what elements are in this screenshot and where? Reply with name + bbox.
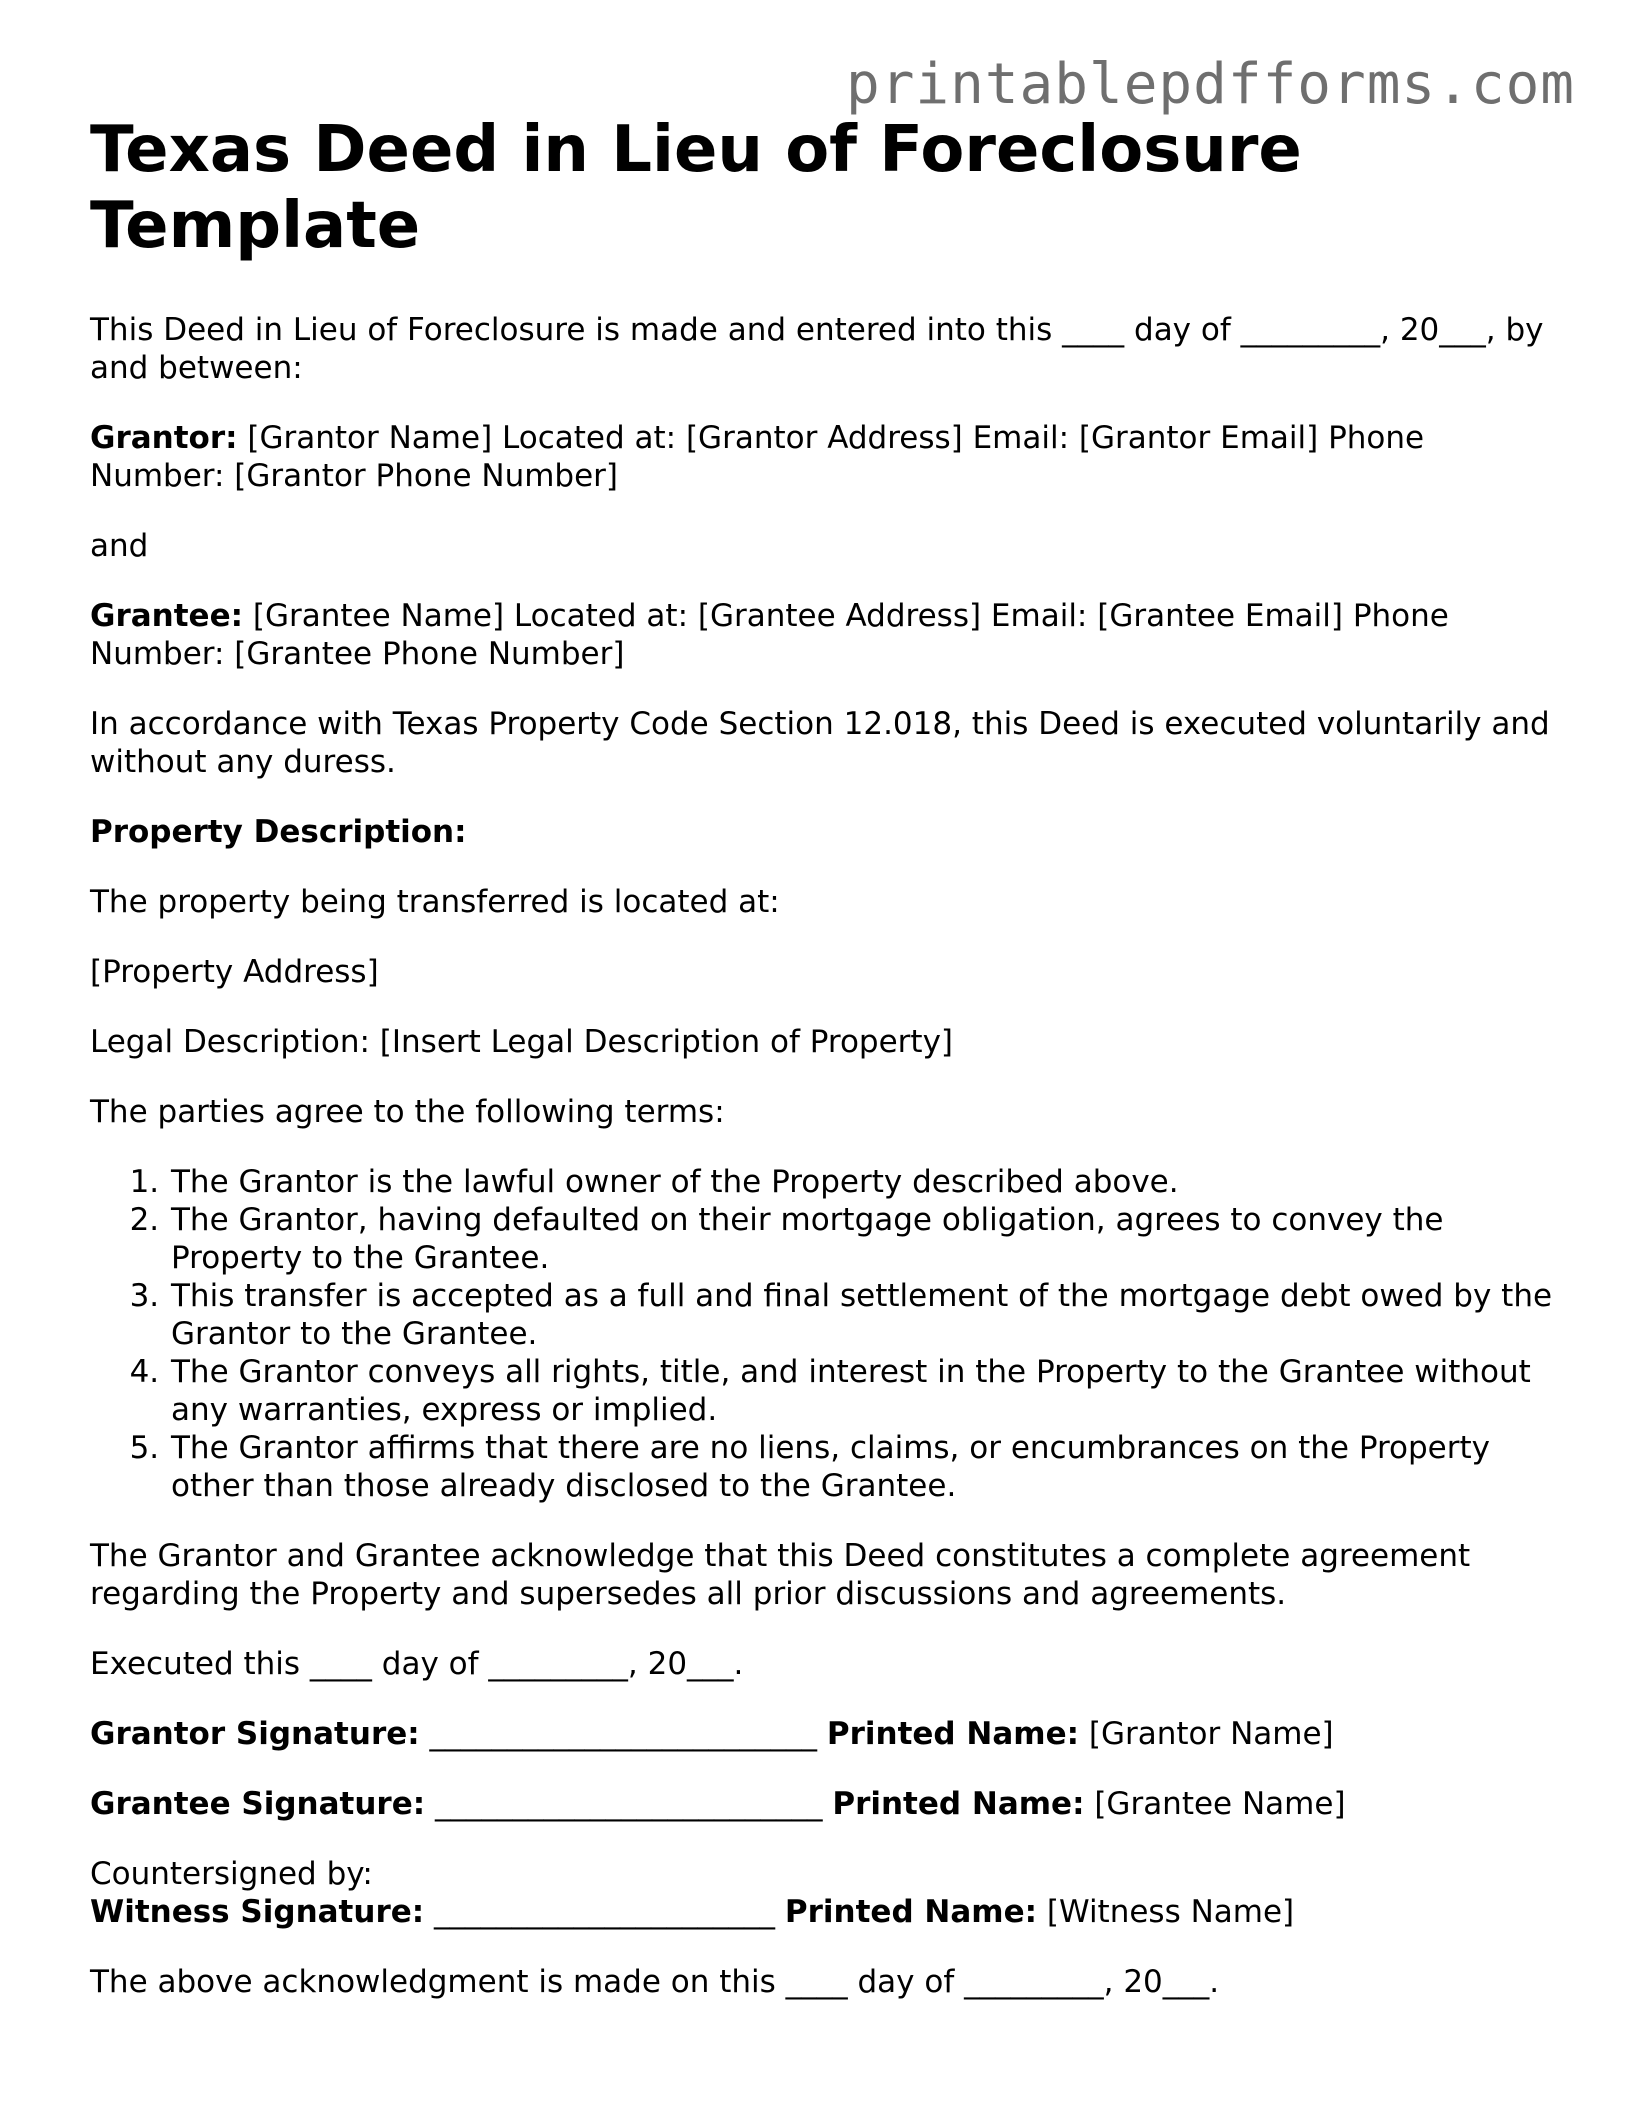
- witness-signature-field[interactable]: ______________________: [434, 1894, 776, 1930]
- legal-description: Legal Description: [Insert Legal Description of Property]: [90, 1024, 954, 1060]
- grantee-details: [Grantee Name] Located at: [Grantee Address] Email: [Grantee Email] Phone Number: [Grantee Phone Number]: [90, 598, 1449, 672]
- grantor-printed-name-value: [Grantor Name]: [1088, 1716, 1334, 1752]
- witness-printed-name-value: [Witness Name]: [1046, 1894, 1295, 1930]
- property-address: [Property Address]: [90, 954, 379, 990]
- grantor-label: Grantor:: [90, 420, 238, 456]
- executed-line: Executed this ____ day of _________, 20___.: [90, 1646, 744, 1682]
- document-body: [90, 112, 1560, 2033]
- terms-intro: The parties agree to the following terms:: [90, 1094, 725, 1130]
- witness-printed-name-label: Printed Name:: [784, 1894, 1038, 1930]
- page-title: Texas Deed in Lieu of Foreclosure Template: [90, 113, 1302, 263]
- list-item: 5. The Grantor affirms that there are no liens, claims, or encumbrances on the Property other than those already disclosed to the Grantee.: [169, 1429, 1560, 1505]
- grantor-signature-field[interactable]: _________________________: [429, 1716, 818, 1752]
- list-item: 3. This transfer is accepted as a full and final settlement of the mortgage debt owed by the Grantor to the Grantee.: [169, 1277, 1560, 1353]
- grantor-signature-label: Grantor Signature:: [90, 1716, 420, 1752]
- terms-list: [90, 1163, 1560, 1505]
- list-item: 2. The Grantor, having defaulted on their mortgage obligation, agrees to convey the Property to the Grantee.: [169, 1201, 1560, 1277]
- grantor-printed-name-label: Printed Name:: [826, 1716, 1079, 1752]
- list-item: 1. The Grantor is the lawful owner of the Property described above.: [169, 1163, 1560, 1201]
- acknowledgment-date-line: The above acknowledgment is made on this ____ day of _________, 20___.: [90, 1964, 1220, 2000]
- and-text: and: [90, 528, 149, 564]
- property-located-text: The property being transferred is located at:: [90, 884, 780, 920]
- grantee-signature-line: [90, 1785, 1560, 1823]
- accordance-paragraph: In accordance with Texas Property Code Section 12.018, this Deed is executed voluntarily and without any duress.: [90, 706, 1550, 780]
- countersigned-label: Countersigned by:: [90, 1856, 373, 1892]
- watermark: printablepdfforms.com: [845, 52, 1575, 117]
- grantee-printed-name-label: Printed Name:: [832, 1786, 1085, 1822]
- grantee-printed-name-value: [Grantee Name]: [1094, 1786, 1346, 1822]
- grantee-signature-label: Grantee Signature:: [90, 1786, 426, 1822]
- grantor-signature-line: [90, 1715, 1560, 1753]
- property-heading-text: Property Description:: [90, 814, 467, 850]
- grantor-details: [Grantor Name] Located at: [Grantor Address] Email: [Grantor Email] Phone Number: [Grantor Phone Number]: [90, 420, 1425, 494]
- grantee-signature-field[interactable]: _________________________: [434, 1786, 823, 1822]
- grantor-paragraph: [90, 419, 1560, 495]
- acknowledge-paragraph: The Grantor and Grantee acknowledge that this Deed constitutes a complete agreement regarding the Property and supersedes all prior discussions and agreements.: [90, 1538, 1471, 1612]
- witness-signature-line: [90, 1893, 1560, 1931]
- list-item: 4. The Grantor conveys all rights, title, and interest in the Property to the Grantee without any warranties, express or implied.: [169, 1353, 1560, 1429]
- witness-signature-label: Witness Signature:: [90, 1894, 425, 1930]
- intro-paragraph: This Deed in Lieu of Foreclosure is made and entered into this ____ day of _________, 20___, by and between:: [90, 312, 1544, 386]
- grantee-label: Grantee:: [90, 598, 243, 634]
- grantee-paragraph: [90, 597, 1560, 673]
- property-heading: [90, 813, 1560, 851]
